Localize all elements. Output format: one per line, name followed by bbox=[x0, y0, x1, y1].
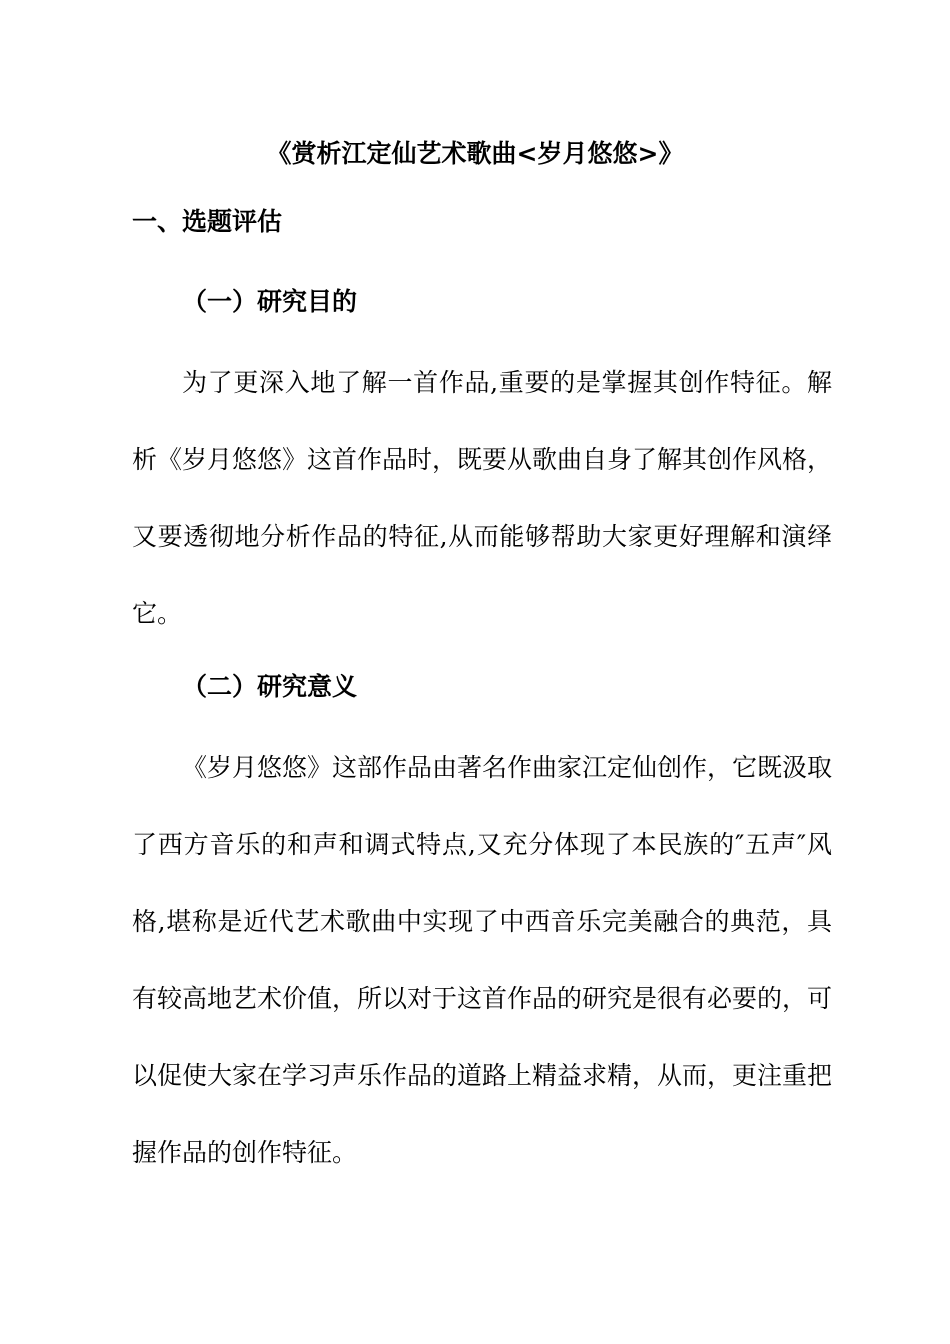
subsection-heading-research-purpose: （一）研究目的 bbox=[182, 287, 358, 316]
paragraph-research-significance: 《岁月悠悠》这部作品由著名作曲家江定仙创作，它既汲取了西方音乐的和声和调式特点,又充分体现了本民族的″五声″风格,堪称是近代艺术歌曲中实现了中西音乐完美融合的典范，具有较高地艺术价值，所以对于这首作品的研究是很有必要的，可以促使大家在学习声乐作品的道路上精益求精，从而，更注重把握作品的创作特征。 bbox=[132, 753, 833, 1167]
section-heading-topic-evaluation: 一、选题评估 bbox=[132, 207, 283, 236]
paragraph-research-purpose: 为了更深入地了解一首作品,重要的是掌握其创作特征。解析《岁月悠悠》这首作品时，既要从歌曲自身了解其创作风格，又要透彻地分析作品的特征,从而能够帮助大家更好理解和演绎它。 bbox=[132, 368, 833, 628]
document-title: 《赏析江定仙艺术歌曲<岁月悠悠>》 bbox=[266, 139, 684, 168]
subsection-heading-research-significance: （二）研究意义 bbox=[182, 672, 358, 701]
